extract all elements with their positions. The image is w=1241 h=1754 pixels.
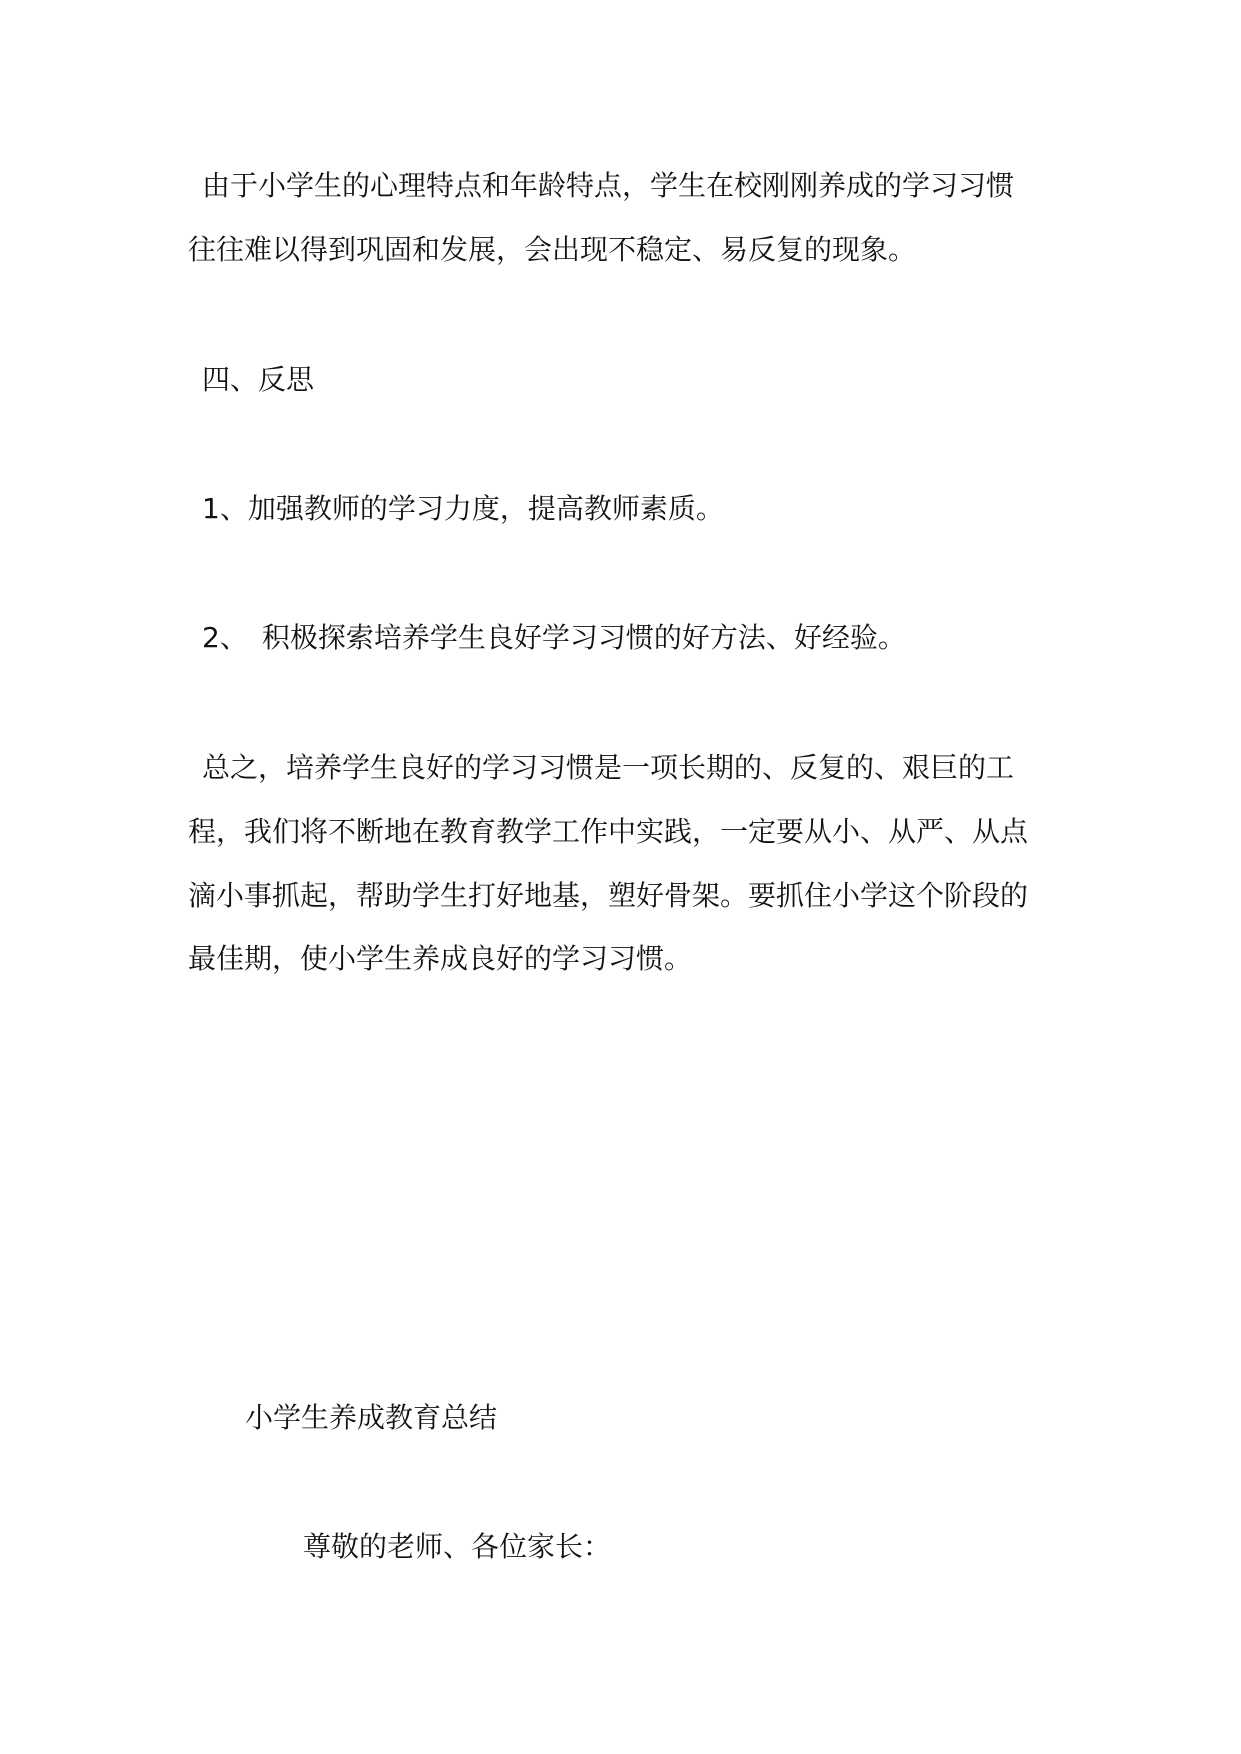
section-heading: 四、反思	[202, 363, 315, 396]
paragraph-line: 程，我们将不断地在教育教学工作中实践，一定要从小、从严、从点	[188, 815, 1029, 848]
paragraph-line: 总之，培养学生良好的学习习惯是一项长期的、反复的、艰巨的工	[202, 751, 1015, 784]
paragraph-line: 由于小学生的心理特点和年龄特点，学生在校刚刚养成的学习习惯	[202, 169, 1015, 202]
paragraph-line: 最佳期，使小学生养成良好的学习习惯。	[188, 942, 693, 975]
salutation: 尊敬的老师、各位家长：	[303, 1530, 612, 1563]
paragraph-line: 滴小事抓起，帮助学生打好地基，塑好骨架。要抓住小学这个阶段的	[188, 879, 1029, 912]
paragraph-line: 往往难以得到巩固和发展，会出现不稳定、易反复的现象。	[188, 233, 917, 266]
reflection-item: 2、 积极探索培养学生良好学习习惯的好方法、好经验。	[202, 621, 906, 654]
reflection-item: 1、加强教师的学习力度，提高教师素质。	[202, 492, 724, 525]
document-title: 小学生养成教育总结	[245, 1401, 498, 1434]
